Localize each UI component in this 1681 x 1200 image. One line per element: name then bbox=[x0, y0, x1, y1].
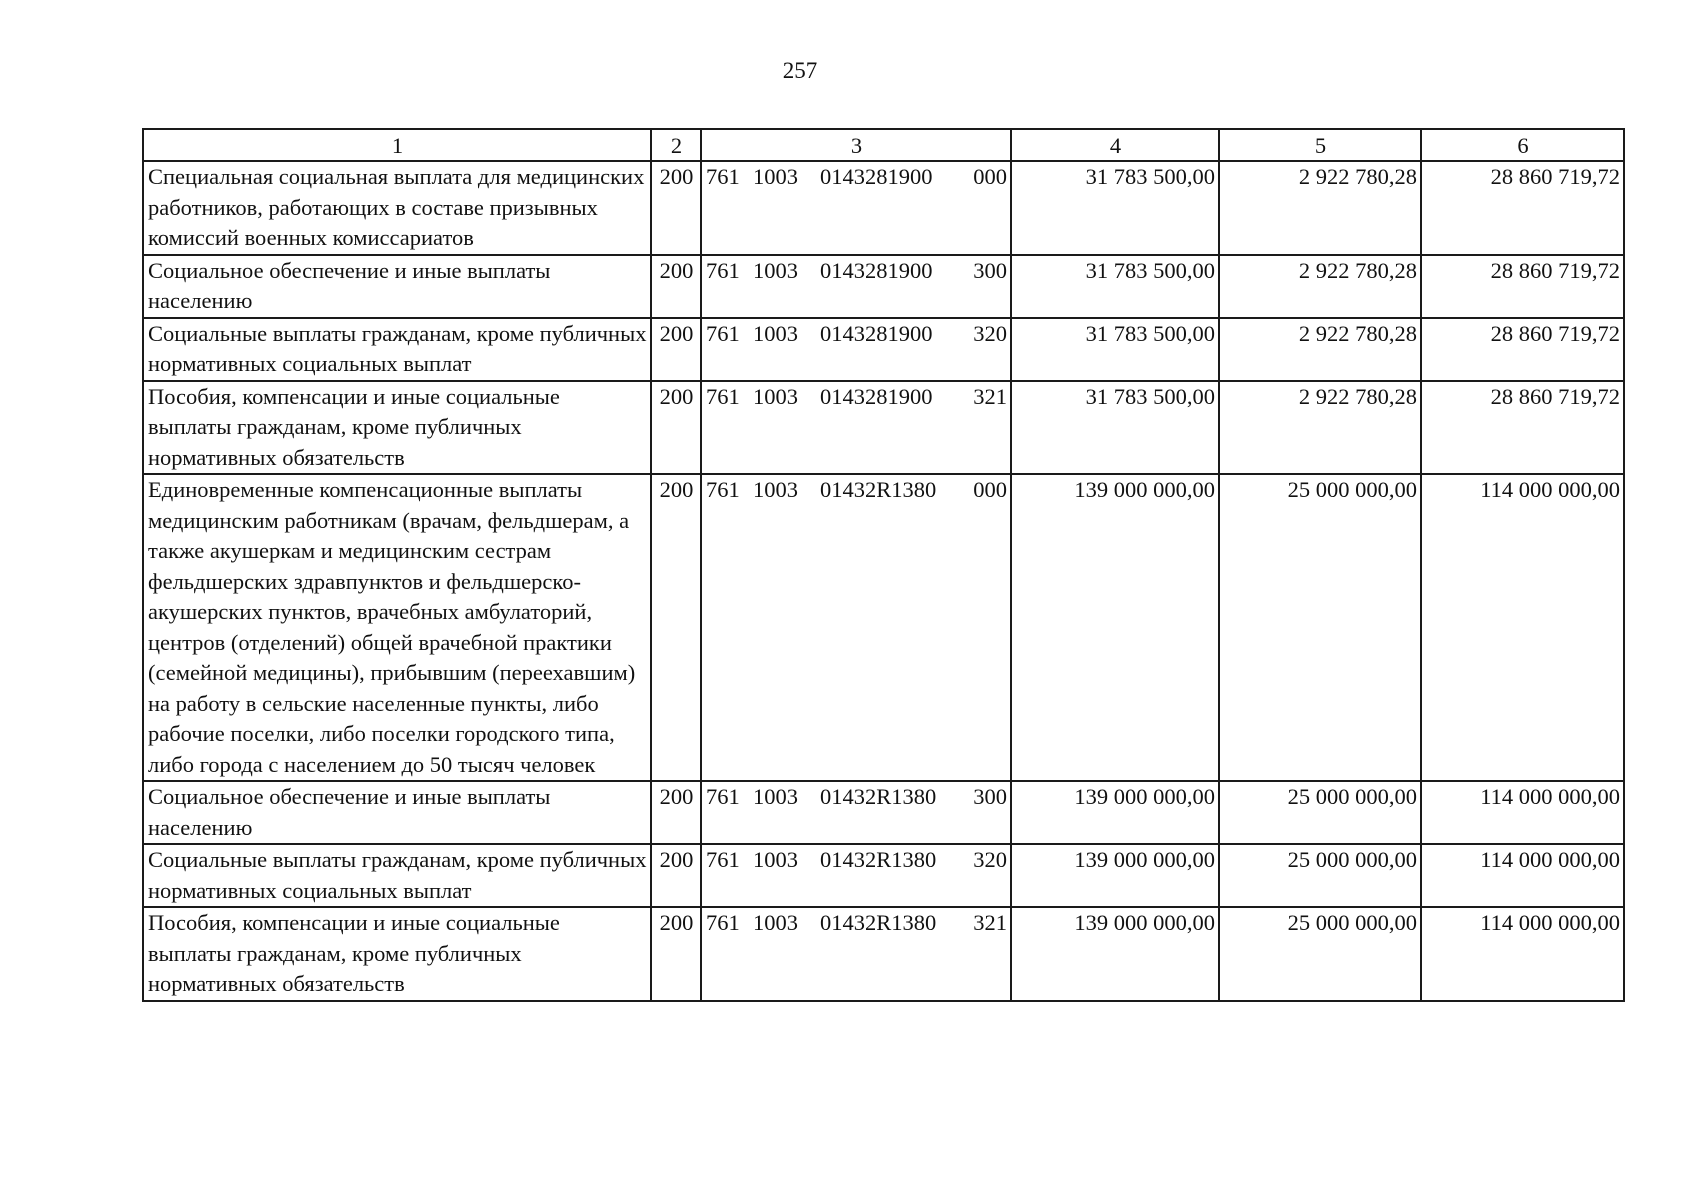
target-code: 01432R1380 bbox=[820, 477, 937, 502]
row-planned: 31 783 500,00 bbox=[1011, 318, 1219, 381]
row-name: Единовременные компенсационные выплаты медицинским работникам (врачам, фельдшерам, а также акушеркам и медицинским сестрам фельдшерских здравпунктов и фельдшерско-акушерских пунктов, врачебных амбулаторий, центров (отделений) общей врачебной практики (семейной медицины), прибывшим (переехавшим) на работу в сельские населенные пункты, либо рабочие поселки, либо поселки городского типа, либо города с населением до 50 тысяч человек bbox=[143, 474, 651, 781]
row-classification-code bbox=[701, 255, 1011, 318]
kind-code: 300 bbox=[973, 257, 1007, 283]
table-row bbox=[143, 781, 1624, 844]
row-executed: 2 922 780,28 bbox=[1219, 161, 1421, 255]
header-col-1: 1 bbox=[143, 129, 651, 161]
ministry-code: 761 bbox=[706, 477, 740, 502]
row-name: Социальные выплаты гражданам, кроме публичных нормативных социальных выплат bbox=[143, 318, 651, 381]
target-code: 0143281900 bbox=[820, 257, 933, 283]
section-code: 1003 bbox=[753, 910, 798, 935]
header-col-3: 3 bbox=[701, 129, 1011, 161]
ministry-code: 761 bbox=[706, 383, 740, 409]
target-code: 0143281900 bbox=[820, 320, 933, 346]
row-remaining: 28 860 719,72 bbox=[1421, 318, 1624, 381]
row-column-2: 200 bbox=[651, 381, 701, 475]
ministry-code: 761 bbox=[706, 320, 740, 346]
section-code: 1003 bbox=[753, 257, 798, 283]
table-row bbox=[143, 318, 1624, 381]
kind-code: 000 bbox=[973, 477, 1007, 502]
section-code: 1003 bbox=[753, 847, 798, 872]
row-remaining: 28 860 719,72 bbox=[1421, 161, 1624, 255]
target-code: 01432R1380 bbox=[820, 847, 937, 872]
row-column-2: 200 bbox=[651, 474, 701, 781]
row-remaining: 114 000 000,00 bbox=[1421, 474, 1624, 781]
row-remaining: 114 000 000,00 bbox=[1421, 907, 1624, 1001]
row-executed: 2 922 780,28 bbox=[1219, 255, 1421, 318]
section-code: 1003 bbox=[753, 477, 798, 502]
section-code: 1003 bbox=[753, 383, 798, 409]
row-executed: 25 000 000,00 bbox=[1219, 844, 1421, 907]
row-name: Социальное обеспечение и иные выплаты населению bbox=[143, 255, 651, 318]
row-column-2: 200 bbox=[651, 255, 701, 318]
row-remaining: 114 000 000,00 bbox=[1421, 781, 1624, 844]
row-name: Социальные выплаты гражданам, кроме публичных нормативных социальных выплат bbox=[143, 844, 651, 907]
row-classification-code bbox=[701, 318, 1011, 381]
row-planned: 31 783 500,00 bbox=[1011, 381, 1219, 475]
row-name: Социальное обеспечение и иные выплаты населению bbox=[143, 781, 651, 844]
ministry-code: 761 bbox=[706, 257, 740, 283]
target-code: 01432R1380 bbox=[820, 784, 937, 809]
row-planned: 31 783 500,00 bbox=[1011, 161, 1219, 255]
header-col-6: 6 bbox=[1421, 129, 1624, 161]
row-remaining: 28 860 719,72 bbox=[1421, 381, 1624, 475]
section-code: 1003 bbox=[753, 320, 798, 346]
budget-table bbox=[142, 128, 1625, 1002]
row-planned: 139 000 000,00 bbox=[1011, 907, 1219, 1001]
kind-code: 321 bbox=[973, 383, 1007, 409]
row-column-2: 200 bbox=[651, 781, 701, 844]
ministry-code: 761 bbox=[706, 910, 740, 935]
target-code: 0143281900 bbox=[820, 164, 933, 189]
table-header-row bbox=[143, 129, 1624, 161]
kind-code: 320 bbox=[973, 847, 1007, 872]
row-remaining: 28 860 719,72 bbox=[1421, 255, 1624, 318]
section-code: 1003 bbox=[753, 784, 798, 809]
row-column-2: 200 bbox=[651, 907, 701, 1001]
row-planned: 31 783 500,00 bbox=[1011, 255, 1219, 318]
row-column-2: 200 bbox=[651, 318, 701, 381]
row-planned: 139 000 000,00 bbox=[1011, 474, 1219, 781]
ministry-code: 761 bbox=[706, 164, 740, 189]
table-row bbox=[143, 474, 1624, 781]
row-planned: 139 000 000,00 bbox=[1011, 781, 1219, 844]
header-col-4: 4 bbox=[1011, 129, 1219, 161]
table-row bbox=[143, 844, 1624, 907]
row-executed: 25 000 000,00 bbox=[1219, 907, 1421, 1001]
section-code: 1003 bbox=[753, 164, 798, 189]
table-row bbox=[143, 255, 1624, 318]
row-executed: 2 922 780,28 bbox=[1219, 318, 1421, 381]
row-executed: 25 000 000,00 bbox=[1219, 781, 1421, 844]
row-classification-code bbox=[701, 381, 1011, 475]
row-name: Пособия, компенсации и иные социальные выплаты гражданам, кроме публичных нормативных обязательств bbox=[143, 381, 651, 475]
row-classification-code bbox=[701, 844, 1011, 907]
row-planned: 139 000 000,00 bbox=[1011, 844, 1219, 907]
row-classification-code bbox=[701, 161, 1011, 255]
target-code: 0143281900 bbox=[820, 383, 933, 409]
header-col-5: 5 bbox=[1219, 129, 1421, 161]
row-executed: 25 000 000,00 bbox=[1219, 474, 1421, 781]
row-classification-code bbox=[701, 907, 1011, 1001]
table-row bbox=[143, 907, 1624, 1001]
target-code: 01432R1380 bbox=[820, 910, 937, 935]
row-classification-code bbox=[701, 474, 1011, 781]
row-column-2: 200 bbox=[651, 844, 701, 907]
kind-code: 000 bbox=[973, 164, 1007, 189]
kind-code: 300 bbox=[973, 784, 1007, 809]
row-name: Специальная социальная выплата для медицинских работников, работающих в составе призывных комиссий военных комиссариатов bbox=[143, 161, 651, 255]
ministry-code: 761 bbox=[706, 784, 740, 809]
ministry-code: 761 bbox=[706, 847, 740, 872]
table-row bbox=[143, 161, 1624, 255]
header-col-2: 2 bbox=[651, 129, 701, 161]
row-column-2: 200 bbox=[651, 161, 701, 255]
row-remaining: 114 000 000,00 bbox=[1421, 844, 1624, 907]
row-name: Пособия, компенсации и иные социальные выплаты гражданам, кроме публичных нормативных обязательств bbox=[143, 907, 651, 1001]
table-row bbox=[143, 381, 1624, 475]
row-executed: 2 922 780,28 bbox=[1219, 381, 1421, 475]
row-classification-code bbox=[701, 781, 1011, 844]
kind-code: 321 bbox=[973, 910, 1007, 935]
page-number: 257 bbox=[782, 58, 818, 83]
kind-code: 320 bbox=[973, 320, 1007, 346]
